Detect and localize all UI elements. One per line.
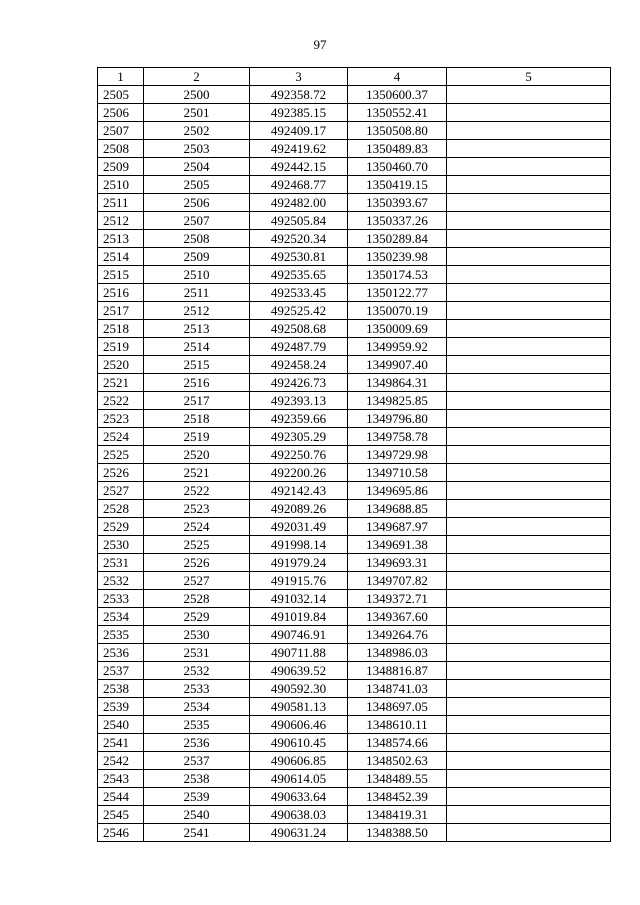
table-cell-col-1: 2513 bbox=[98, 230, 144, 248]
table-cell-col-3: 492305.29 bbox=[250, 428, 348, 446]
table-cell-col-2: 2510 bbox=[144, 266, 250, 284]
table-cell-col-5 bbox=[447, 176, 611, 194]
table-cell-col-1: 2511 bbox=[98, 194, 144, 212]
table-cell-col-2: 2516 bbox=[144, 374, 250, 392]
coordinates-table bbox=[97, 67, 611, 842]
table-cell-col-2: 2526 bbox=[144, 554, 250, 572]
table-cell-col-1: 2542 bbox=[98, 752, 144, 770]
header-row bbox=[98, 68, 611, 86]
table-cell-col-2: 2522 bbox=[144, 482, 250, 500]
table-cell-col-5 bbox=[447, 734, 611, 752]
table-cell-col-1: 2541 bbox=[98, 734, 144, 752]
page-number: 97 bbox=[313, 37, 327, 52]
table-cell-col-3: 492409.17 bbox=[250, 122, 348, 140]
table-cell-col-1: 2528 bbox=[98, 500, 144, 518]
table-cell-col-5 bbox=[447, 608, 611, 626]
table-cell-col-4: 1350070.19 bbox=[348, 302, 447, 320]
table-row bbox=[98, 752, 611, 770]
table-cell-col-1: 2515 bbox=[98, 266, 144, 284]
table-cell-col-1: 2512 bbox=[98, 212, 144, 230]
table-cell-col-4: 1348388.50 bbox=[348, 824, 447, 842]
table-cell-col-3: 492508.68 bbox=[250, 320, 348, 338]
table-cell-col-2: 2532 bbox=[144, 662, 250, 680]
table-cell-col-1: 2527 bbox=[98, 482, 144, 500]
table-cell-col-1: 2524 bbox=[98, 428, 144, 446]
table-cell-col-4: 1348816.87 bbox=[348, 662, 447, 680]
header-col-5: 5 bbox=[447, 68, 611, 86]
table-cell-col-3: 492142.43 bbox=[250, 482, 348, 500]
table-cell-col-3: 492031.49 bbox=[250, 518, 348, 536]
table-cell-col-1: 2521 bbox=[98, 374, 144, 392]
table-cell-col-3: 490746.91 bbox=[250, 626, 348, 644]
table-cell-col-4: 1350489.83 bbox=[348, 140, 447, 158]
table-cell-col-5 bbox=[447, 824, 611, 842]
table-cell-col-2: 2513 bbox=[144, 320, 250, 338]
table-cell-col-3: 491979.24 bbox=[250, 554, 348, 572]
table-cell-col-2: 2531 bbox=[144, 644, 250, 662]
table-cell-col-2: 2504 bbox=[144, 158, 250, 176]
table-cell-col-3: 492442.15 bbox=[250, 158, 348, 176]
table-cell-col-4: 1348489.55 bbox=[348, 770, 447, 788]
table-cell-col-1: 2520 bbox=[98, 356, 144, 374]
header-col-3: 3 bbox=[250, 68, 348, 86]
table-cell-col-1: 2538 bbox=[98, 680, 144, 698]
table-cell-col-2: 2536 bbox=[144, 734, 250, 752]
table-cell-col-2: 2533 bbox=[144, 680, 250, 698]
table-cell-col-4: 1348697.05 bbox=[348, 698, 447, 716]
table-row bbox=[98, 680, 611, 698]
table-cell-col-3: 492487.79 bbox=[250, 338, 348, 356]
table-cell-col-3: 492426.73 bbox=[250, 374, 348, 392]
table-cell-col-5 bbox=[447, 158, 611, 176]
table-cell-col-2: 2539 bbox=[144, 788, 250, 806]
table-cell-col-1: 2540 bbox=[98, 716, 144, 734]
table-cell-col-1: 2537 bbox=[98, 662, 144, 680]
table-cell-col-3: 492520.34 bbox=[250, 230, 348, 248]
table-cell-col-3: 490638.03 bbox=[250, 806, 348, 824]
table-row bbox=[98, 770, 611, 788]
table-cell-col-1: 2546 bbox=[98, 824, 144, 842]
table-cell-col-5 bbox=[447, 536, 611, 554]
table-row bbox=[98, 788, 611, 806]
table-cell-col-4: 1349825.85 bbox=[348, 392, 447, 410]
table-cell-col-1: 2531 bbox=[98, 554, 144, 572]
table-cell-col-4: 1349710.58 bbox=[348, 464, 447, 482]
table-cell-col-2: 2511 bbox=[144, 284, 250, 302]
table-cell-col-4: 1349729.98 bbox=[348, 446, 447, 464]
table-cell-col-4: 1350393.67 bbox=[348, 194, 447, 212]
table-cell-col-2: 2515 bbox=[144, 356, 250, 374]
table-row bbox=[98, 356, 611, 374]
table-cell-col-2: 2534 bbox=[144, 698, 250, 716]
table-cell-col-4: 1348502.63 bbox=[348, 752, 447, 770]
table-cell-col-4: 1349687.97 bbox=[348, 518, 447, 536]
table-cell-col-5 bbox=[447, 410, 611, 428]
table-cell-col-5 bbox=[447, 788, 611, 806]
table-row bbox=[98, 140, 611, 158]
table-cell-col-5 bbox=[447, 518, 611, 536]
table-row bbox=[98, 608, 611, 626]
table-row bbox=[98, 338, 611, 356]
table-cell-col-4: 1350337.26 bbox=[348, 212, 447, 230]
table-cell-col-3: 490606.85 bbox=[250, 752, 348, 770]
table-cell-col-2: 2529 bbox=[144, 608, 250, 626]
table-cell-col-3: 492393.13 bbox=[250, 392, 348, 410]
table-cell-col-3: 492200.26 bbox=[250, 464, 348, 482]
table-cell-col-5 bbox=[447, 698, 611, 716]
table-row bbox=[98, 410, 611, 428]
table-cell-col-3: 490614.05 bbox=[250, 770, 348, 788]
table-cell-col-2: 2506 bbox=[144, 194, 250, 212]
table-cell-col-3: 492250.76 bbox=[250, 446, 348, 464]
table-row bbox=[98, 644, 611, 662]
table-cell-col-1: 2509 bbox=[98, 158, 144, 176]
table-cell-col-2: 2503 bbox=[144, 140, 250, 158]
table-cell-col-3: 492419.62 bbox=[250, 140, 348, 158]
table-cell-col-3: 490639.52 bbox=[250, 662, 348, 680]
table-cell-col-5 bbox=[447, 716, 611, 734]
table-cell-col-2: 2535 bbox=[144, 716, 250, 734]
table-row bbox=[98, 230, 611, 248]
table-row bbox=[98, 518, 611, 536]
table-cell-col-1: 2508 bbox=[98, 140, 144, 158]
table-cell-col-4: 1348452.39 bbox=[348, 788, 447, 806]
table-cell-col-5 bbox=[447, 320, 611, 338]
header-col-4: 4 bbox=[348, 68, 447, 86]
table-cell-col-1: 2526 bbox=[98, 464, 144, 482]
table-cell-col-5 bbox=[447, 752, 611, 770]
table-cell-col-5 bbox=[447, 482, 611, 500]
table-cell-col-1: 2533 bbox=[98, 590, 144, 608]
table-row bbox=[98, 302, 611, 320]
table-cell-col-5 bbox=[447, 428, 611, 446]
table-cell-col-3: 492530.81 bbox=[250, 248, 348, 266]
table-cell-col-3: 492359.66 bbox=[250, 410, 348, 428]
table-cell-col-5 bbox=[447, 230, 611, 248]
table-cell-col-1: 2530 bbox=[98, 536, 144, 554]
table-row bbox=[98, 374, 611, 392]
table-cell-col-4: 1350239.98 bbox=[348, 248, 447, 266]
table-cell-col-2: 2500 bbox=[144, 86, 250, 104]
table-cell-col-5 bbox=[447, 248, 611, 266]
table-cell-col-5 bbox=[447, 284, 611, 302]
table-cell-col-3: 490711.88 bbox=[250, 644, 348, 662]
table-cell-col-1: 2507 bbox=[98, 122, 144, 140]
table-cell-col-3: 492089.26 bbox=[250, 500, 348, 518]
table-cell-col-4: 1349864.31 bbox=[348, 374, 447, 392]
table-cell-col-3: 491915.76 bbox=[250, 572, 348, 590]
table-cell-col-4: 1349758.78 bbox=[348, 428, 447, 446]
table-cell-col-3: 490633.64 bbox=[250, 788, 348, 806]
table-row bbox=[98, 122, 611, 140]
table-cell-col-4: 1350289.84 bbox=[348, 230, 447, 248]
table-cell-col-5 bbox=[447, 212, 611, 230]
table-cell-col-3: 490592.30 bbox=[250, 680, 348, 698]
table-cell-col-3: 491032.14 bbox=[250, 590, 348, 608]
table-row bbox=[98, 806, 611, 824]
table-cell-col-4: 1350174.53 bbox=[348, 266, 447, 284]
table-row bbox=[98, 248, 611, 266]
table-cell-col-3: 492525.42 bbox=[250, 302, 348, 320]
table-row bbox=[98, 104, 611, 122]
table-cell-col-5 bbox=[447, 806, 611, 824]
table-row bbox=[98, 446, 611, 464]
table-cell-col-4: 1350508.80 bbox=[348, 122, 447, 140]
table-cell-col-4: 1349688.85 bbox=[348, 500, 447, 518]
table-cell-col-1: 2506 bbox=[98, 104, 144, 122]
table-cell-col-2: 2540 bbox=[144, 806, 250, 824]
table-cell-col-1: 2539 bbox=[98, 698, 144, 716]
table-cell-col-5 bbox=[447, 194, 611, 212]
table-cell-col-4: 1349959.92 bbox=[348, 338, 447, 356]
table-cell-col-3: 492468.77 bbox=[250, 176, 348, 194]
table-row bbox=[98, 482, 611, 500]
table-cell-col-4: 1350600.37 bbox=[348, 86, 447, 104]
table-cell-col-2: 2509 bbox=[144, 248, 250, 266]
table-cell-col-5 bbox=[447, 680, 611, 698]
table-cell-col-5 bbox=[447, 392, 611, 410]
table-row bbox=[98, 626, 611, 644]
table-cell-col-2: 2502 bbox=[144, 122, 250, 140]
table-cell-col-5 bbox=[447, 104, 611, 122]
table-cell-col-5 bbox=[447, 86, 611, 104]
table-header bbox=[98, 68, 611, 86]
table-cell-col-1: 2516 bbox=[98, 284, 144, 302]
table-row bbox=[98, 698, 611, 716]
table-cell-col-3: 491019.84 bbox=[250, 608, 348, 626]
table-row bbox=[98, 266, 611, 284]
table-cell-col-4: 1348741.03 bbox=[348, 680, 447, 698]
table-cell-col-1: 2543 bbox=[98, 770, 144, 788]
table-cell-col-4: 1349693.31 bbox=[348, 554, 447, 572]
table-cell-col-5 bbox=[447, 338, 611, 356]
table-cell-col-4: 1350419.15 bbox=[348, 176, 447, 194]
table-row bbox=[98, 320, 611, 338]
table-row bbox=[98, 716, 611, 734]
table-cell-col-4: 1349367.60 bbox=[348, 608, 447, 626]
table-cell-col-2: 2505 bbox=[144, 176, 250, 194]
table-cell-col-4: 1348610.11 bbox=[348, 716, 447, 734]
table-cell-col-2: 2530 bbox=[144, 626, 250, 644]
table-cell-col-3: 490610.45 bbox=[250, 734, 348, 752]
table-cell-col-5 bbox=[447, 302, 611, 320]
table-cell-col-4: 1349264.76 bbox=[348, 626, 447, 644]
table-cell-col-4: 1349707.82 bbox=[348, 572, 447, 590]
table-cell-col-2: 2507 bbox=[144, 212, 250, 230]
table-cell-col-3: 491998.14 bbox=[250, 536, 348, 554]
table-cell-col-4: 1349372.71 bbox=[348, 590, 447, 608]
table-row bbox=[98, 662, 611, 680]
table-cell-col-2: 2512 bbox=[144, 302, 250, 320]
table-cell-col-3: 490606.46 bbox=[250, 716, 348, 734]
table-cell-col-4: 1350122.77 bbox=[348, 284, 447, 302]
table-cell-col-5 bbox=[447, 140, 611, 158]
table-row bbox=[98, 158, 611, 176]
table-cell-col-5 bbox=[447, 500, 611, 518]
table-cell-col-2: 2527 bbox=[144, 572, 250, 590]
table-cell-col-5 bbox=[447, 770, 611, 788]
table-row bbox=[98, 176, 611, 194]
table-cell-col-3: 492535.65 bbox=[250, 266, 348, 284]
table-cell-col-4: 1348986.03 bbox=[348, 644, 447, 662]
table-cell-col-1: 2535 bbox=[98, 626, 144, 644]
table-body bbox=[98, 86, 611, 842]
table-cell-col-2: 2538 bbox=[144, 770, 250, 788]
table-cell-col-3: 492533.45 bbox=[250, 284, 348, 302]
table-cell-col-4: 1350552.41 bbox=[348, 104, 447, 122]
table-cell-col-1: 2514 bbox=[98, 248, 144, 266]
table-cell-col-1: 2544 bbox=[98, 788, 144, 806]
table-cell-col-4: 1348419.31 bbox=[348, 806, 447, 824]
table-cell-col-1: 2510 bbox=[98, 176, 144, 194]
table-cell-col-5 bbox=[447, 572, 611, 590]
table-cell-col-2: 2517 bbox=[144, 392, 250, 410]
table-cell-col-4: 1350009.69 bbox=[348, 320, 447, 338]
table-cell-col-5 bbox=[447, 662, 611, 680]
table-row bbox=[98, 590, 611, 608]
table-cell-col-1: 2534 bbox=[98, 608, 144, 626]
table-cell-col-4: 1349691.38 bbox=[348, 536, 447, 554]
table-cell-col-3: 492358.72 bbox=[250, 86, 348, 104]
table-row bbox=[98, 464, 611, 482]
table-cell-col-2: 2523 bbox=[144, 500, 250, 518]
table-cell-col-2: 2537 bbox=[144, 752, 250, 770]
table-cell-col-5 bbox=[447, 266, 611, 284]
table-cell-col-3: 492458.24 bbox=[250, 356, 348, 374]
table-cell-col-1: 2525 bbox=[98, 446, 144, 464]
table-cell-col-3: 490581.13 bbox=[250, 698, 348, 716]
table-cell-col-5 bbox=[447, 122, 611, 140]
table-cell-col-2: 2501 bbox=[144, 104, 250, 122]
table-cell-col-4: 1349695.86 bbox=[348, 482, 447, 500]
table-row bbox=[98, 554, 611, 572]
table-cell-col-2: 2525 bbox=[144, 536, 250, 554]
table-cell-col-1: 2518 bbox=[98, 320, 144, 338]
table-cell-col-5 bbox=[447, 590, 611, 608]
table-cell-col-3: 492482.00 bbox=[250, 194, 348, 212]
table-cell-col-2: 2541 bbox=[144, 824, 250, 842]
table-cell-col-4: 1349907.40 bbox=[348, 356, 447, 374]
table-cell-col-2: 2521 bbox=[144, 464, 250, 482]
table-cell-col-2: 2518 bbox=[144, 410, 250, 428]
table-cell-col-5 bbox=[447, 554, 611, 572]
table-cell-col-5 bbox=[447, 644, 611, 662]
table-cell-col-5 bbox=[447, 356, 611, 374]
table-cell-col-3: 492385.15 bbox=[250, 104, 348, 122]
table-cell-col-2: 2528 bbox=[144, 590, 250, 608]
table-cell-col-1: 2536 bbox=[98, 644, 144, 662]
table-cell-col-1: 2517 bbox=[98, 302, 144, 320]
table-row bbox=[98, 284, 611, 302]
table-cell-col-4: 1348574.66 bbox=[348, 734, 447, 752]
table-row bbox=[98, 734, 611, 752]
table-row bbox=[98, 194, 611, 212]
table-row bbox=[98, 428, 611, 446]
table-row bbox=[98, 212, 611, 230]
table-cell-col-2: 2514 bbox=[144, 338, 250, 356]
table-cell-col-5 bbox=[447, 446, 611, 464]
table-cell-col-5 bbox=[447, 626, 611, 644]
header-col-1: 1 bbox=[98, 68, 144, 86]
table-cell-col-5 bbox=[447, 374, 611, 392]
table-cell-col-1: 2545 bbox=[98, 806, 144, 824]
table-cell-col-2: 2519 bbox=[144, 428, 250, 446]
table-row bbox=[98, 572, 611, 590]
table-row bbox=[98, 824, 611, 842]
table-row bbox=[98, 500, 611, 518]
table-cell-col-2: 2524 bbox=[144, 518, 250, 536]
table-cell-col-1: 2505 bbox=[98, 86, 144, 104]
table-cell-col-1: 2522 bbox=[98, 392, 144, 410]
table-cell-col-5 bbox=[447, 464, 611, 482]
table-cell-col-3: 492505.84 bbox=[250, 212, 348, 230]
table-cell-col-4: 1349796.80 bbox=[348, 410, 447, 428]
table-cell-col-1: 2532 bbox=[98, 572, 144, 590]
table-cell-col-1: 2523 bbox=[98, 410, 144, 428]
table-cell-col-2: 2508 bbox=[144, 230, 250, 248]
table-row bbox=[98, 536, 611, 554]
table-cell-col-1: 2519 bbox=[98, 338, 144, 356]
header-col-2: 2 bbox=[144, 68, 250, 86]
table-cell-col-4: 1350460.70 bbox=[348, 158, 447, 176]
table-row bbox=[98, 392, 611, 410]
table-cell-col-2: 2520 bbox=[144, 446, 250, 464]
table-cell-col-3: 490631.24 bbox=[250, 824, 348, 842]
table-cell-col-1: 2529 bbox=[98, 518, 144, 536]
table-row bbox=[98, 86, 611, 104]
